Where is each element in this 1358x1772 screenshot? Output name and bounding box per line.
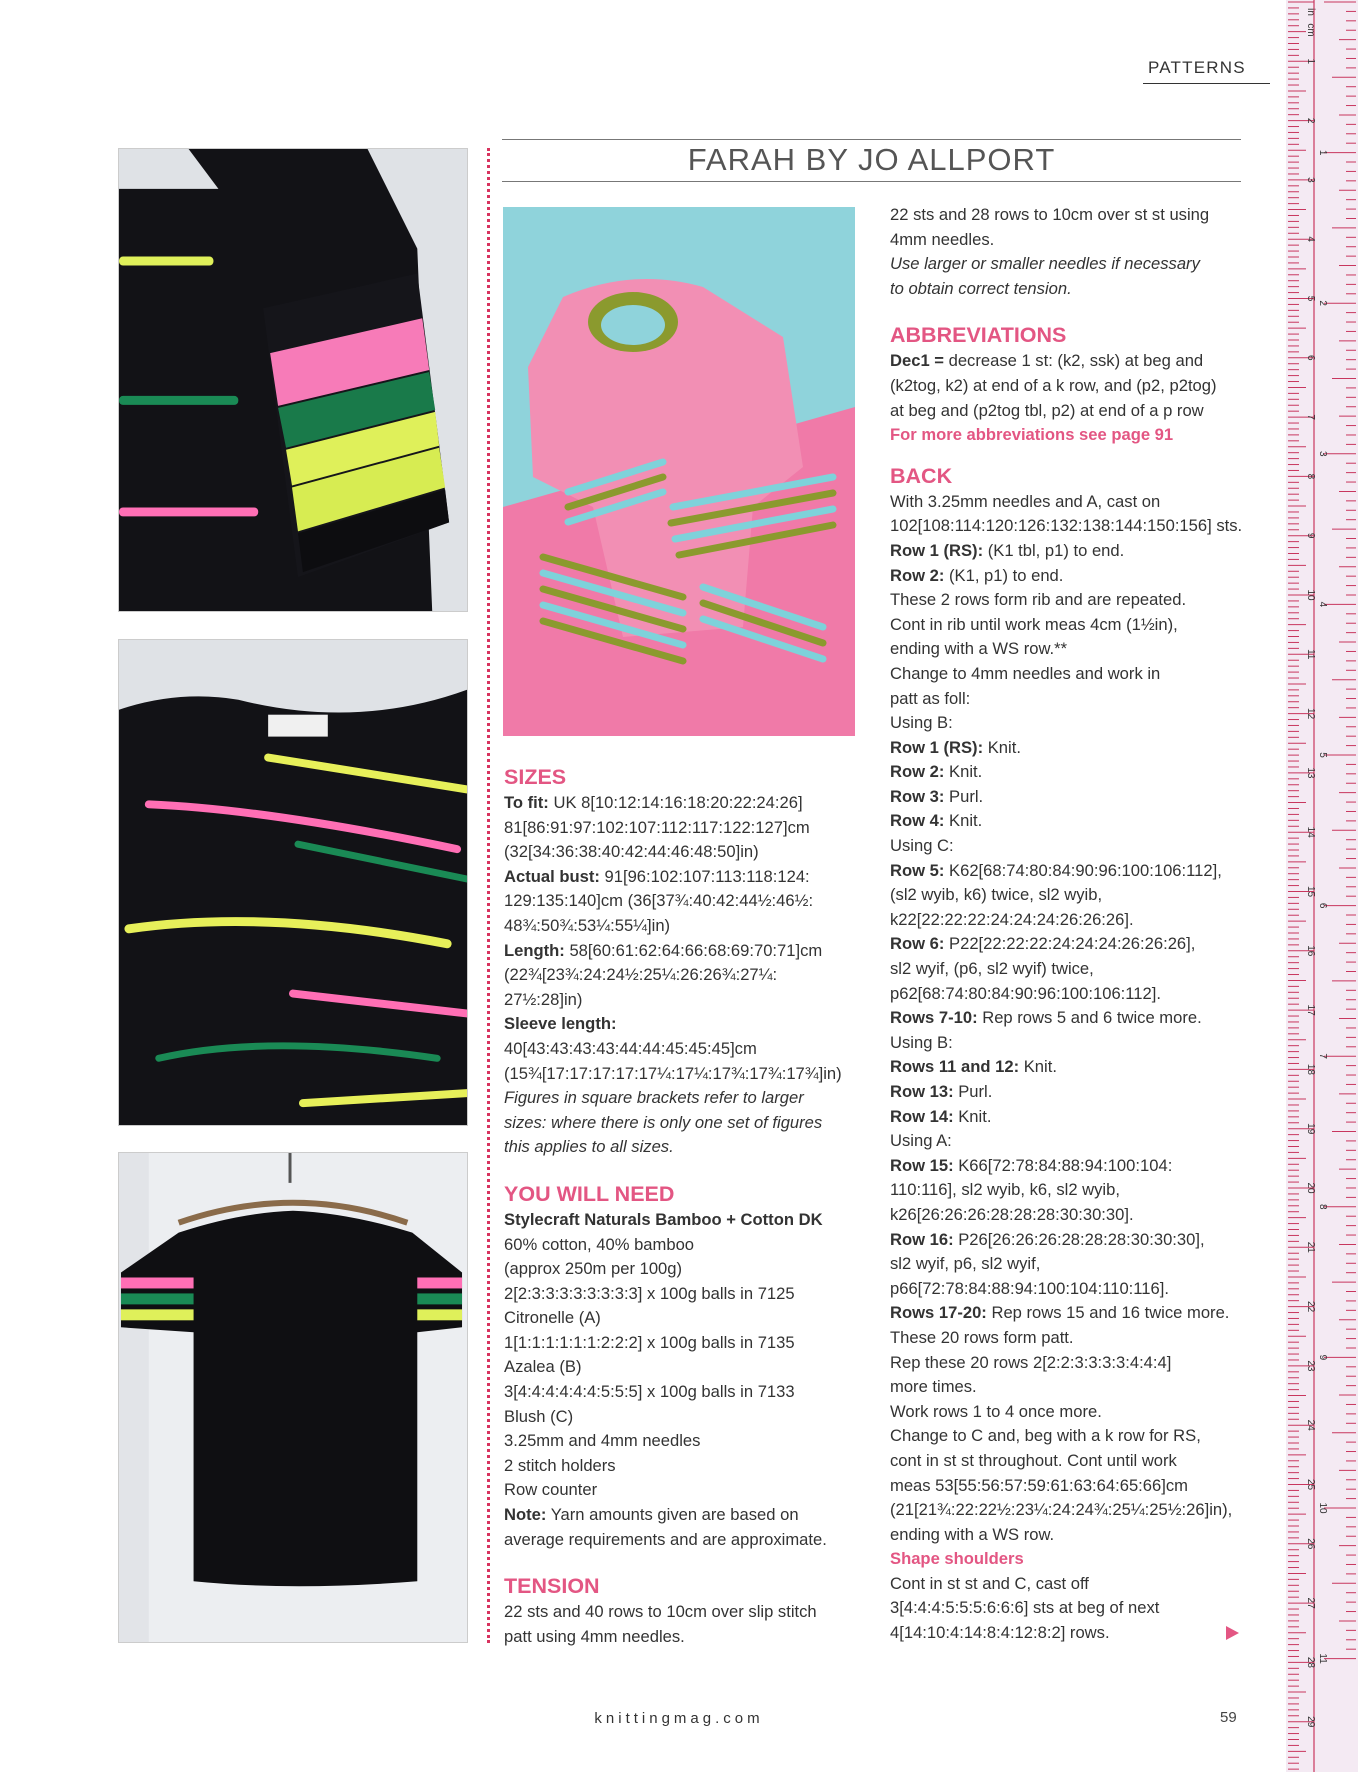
abbreviations-heading: ABBREVIATIONS [890,323,1067,348]
size-line: To fit: UK 8[10:12:14:16:18:20:22:24:26] [504,793,803,812]
need-line: Azalea (B) [504,1357,582,1377]
title-rule-top [502,139,1241,140]
ruler-graphic [1286,0,1358,1772]
tension-line: 22 sts and 28 rows to 10cm over st st using [890,205,1210,224]
ruler-inch-label: 4 [1317,601,1328,608]
need-line: 3[4:4:4:4:4:4:5:5:5] x 100g balls in 7133 [504,1382,795,1402]
back-line: Using C: [890,836,954,856]
size-line: 129:135:140]cm (36[37¾:40:42:44½:46½: [504,891,814,911]
back-line: 110:116], sl2 wyib, k6, sl2 wyib, [890,1180,1120,1200]
ruler-cm-label: 14 [1305,826,1316,838]
ruler-cm-label: 7 [1305,414,1316,420]
left-text-column [504,763,864,1649]
back-line: Row 16: P26[26:26:26:28:28:28:30:30:30], [890,1229,1205,1249]
shape-shoulders-heading: Shape shoulders [890,1549,1024,1569]
ruler-inch-label: 9 [1317,1354,1328,1361]
ruler-cm-label: 3 [1305,177,1316,183]
sizes-heading: SIZES [504,765,567,789]
ruler-cm-label: 5 [1305,295,1316,302]
size-line: 81[86:91:97:102:107:112:117:122:127]cm [504,817,810,837]
ruler-cm-label: 4 [1305,236,1316,242]
back-line: ending with a WS row.** [890,639,1068,659]
back-line: Row 1 (RS): Knit. [890,737,1021,757]
page-number: 59 [1220,1709,1237,1726]
back-line: Rows 7-10: Rep rows 5 and 6 twice more. [890,1008,1202,1028]
pink-jumper-photo [503,207,855,736]
ruler-cm-label: 9 [1305,532,1316,539]
back-line: With 3.25mm needles and A, cast on [890,491,1161,511]
back-line: Row 3: Purl. [890,786,984,806]
yarn-note: average requirements and are approximate. [504,1529,827,1549]
back-line: Rep these 20 rows 2[2:2:3:3:3:3:4:4:4] [890,1352,1172,1372]
ruler-inch-label: 3 [1317,451,1328,457]
ruler-inch-label: 8 [1317,1204,1328,1210]
ruler-inch-label: 10 [1317,1502,1328,1514]
back-line: ending with a WS row. [890,1524,1055,1544]
ruler-cm-label: 8 [1305,473,1316,480]
tension-note: to obtain correct tension. [890,278,1072,298]
section-rule [1143,83,1270,84]
ruler-cm-label: 28 [1305,1656,1316,1668]
ruler-inch-label: 6 [1317,902,1328,909]
back-line: Using B: [890,1032,953,1052]
tension-line: patt using 4mm needles. [504,1626,685,1646]
ruler-cm-label: 1 [1305,58,1316,65]
sleeve-detail-photo [118,148,468,612]
shoulders-line: 3[4:4:4:5:5:5:6:6:6] sts at beg of next [890,1598,1160,1618]
sizes-note: sizes: where there is only one set of figures [504,1112,823,1132]
ruler-inch-label: 2 [1317,300,1328,306]
abbr-line: (k2tog, k2) at end of a k row, and (p2, p2tog) [890,375,1217,395]
ruler-cm-label: 12 [1305,708,1316,720]
ruler-cm-label: 23 [1305,1360,1316,1372]
ruler-cm-label: 17 [1305,1004,1316,1016]
ruler-cm-label: 24 [1305,1419,1316,1431]
pattern-title: FARAH BY JO ALLPORT [687,142,1056,177]
size-line: Length: 58[60:61:62:64:66:68:69:70:71]cm [504,940,823,960]
more-abbreviations-link[interactable]: For more abbreviations see page 91 [890,425,1174,445]
title-rule-bottom [502,181,1241,182]
yarn-name: Stylecraft Naturals Bamboo + Cotton DK [504,1209,823,1229]
back-line: Row 13: Purl. [890,1082,993,1101]
back-line: Row 5: K62[68:74:80:84:90:96:100:106:112], [890,860,1222,880]
back-line: Row 4: Knit. [890,811,983,831]
size-line: (32[34:36:38:40:42:44:46:48:50]in) [504,842,759,862]
ruler-cm-label: 29 [1305,1716,1316,1728]
back-line: Rows 17-20: Rep rows 15 and 16 twice more. [890,1303,1230,1323]
sizes-note: Figures in square brackets refer to larger [504,1088,804,1108]
back-line: Row 1 (RS): (K1 tbl, p1) to end. [890,540,1125,560]
footer-url: knittingmag.com [594,1710,764,1727]
ruler-cm-label: 26 [1305,1538,1316,1550]
tension-heading: TENSION [504,1574,600,1599]
ruler-inch-label: 11 [1317,1653,1328,1664]
ruler-unit-in: in [1305,8,1316,16]
ruler-cm-label: 21 [1305,1241,1316,1253]
ruler-cm-label: 27 [1305,1597,1316,1609]
back-line: (sl2 wyib, k6) twice, sl2 wyib, [890,885,1103,905]
ruler-cm-label: 2 [1305,117,1316,124]
shoulders-line: Cont in st st and C, cast off [890,1573,1089,1593]
need-line: 2[2:3:3:3:3:3:3:3:3] x 100g balls in 7125 [504,1283,795,1303]
ruler-cm-label: 22 [1305,1301,1316,1313]
back-line: sl2 wyif, (p6, sl2 wyif) twice, [890,959,1094,979]
continue-arrow-icon [1226,1626,1239,1640]
back-line: k26[26:26:26:28:28:28:30:30:30]. [890,1204,1134,1224]
back-line: Row 14: Knit. [890,1106,992,1126]
back-line: sl2 wyif, p6, sl2 wyif, [890,1254,1041,1274]
back-line: Using B: [890,713,953,733]
section-label: PATTERNS [1148,58,1246,77]
back-line: cont in st st throughout. Cont until work [890,1450,1177,1470]
ruler-cm-label: 18 [1305,1063,1316,1075]
need-line: 2 stitch holders [504,1455,616,1475]
back-line: Row 2: Knit. [890,762,983,782]
measuring-ruler [1286,0,1358,1772]
back-line: Row 2: (K1, p1) to end. [890,565,1064,585]
ruler-cm-label: 15 [1305,885,1316,898]
tension-note: Use larger or smaller needles if necessary [890,254,1200,274]
size-line: 27½:28]in) [504,989,583,1009]
back-heading: BACK [890,463,953,488]
need-line: (approx 250m per 100g) [504,1259,683,1279]
right-text-column [890,203,1246,1646]
size-line: (15¾[17:17:17:17:17¼:17¼:17¾:17¾:17¾]in) [504,1063,842,1083]
back-line: Cont in rib until work meas 4cm (1½in), [890,614,1178,634]
back-line: Using A: [890,1131,952,1151]
ruler-cm-label: 16 [1305,945,1316,957]
back-line: p66[72:78:84:88:94:100:104:110:116]. [890,1278,1169,1298]
back-line: k22[22:22:22:24:24:24:26:26:26]. [890,909,1134,929]
back-line: 102[108:114:120:126:132:138:144:150:156] sts. [890,516,1243,536]
back-line: (21[21¾:22:22½:23¼:24:24¾:25¼:25½:26]in), [890,1500,1233,1520]
back-line: These 2 rows form rib and are repeated. [890,590,1187,610]
need-line: 1[1:1:1:1:1:1:2:2:2] x 100g balls in 7135 [504,1332,795,1352]
size-line: Sleeve length: [504,1014,617,1034]
yarn-note: Note: Yarn amounts given are based on [504,1505,799,1525]
front-stripes-photo [118,639,468,1126]
need-line: 60% cotton, 40% bamboo [504,1234,695,1254]
need-line: Blush (C) [504,1406,574,1426]
back-line: meas 53[55:56:57:59:61:63:64:65:66]cm [890,1475,1188,1495]
ruler-inch-label: 1 [1317,149,1328,156]
need-line: Citronelle (A) [504,1308,601,1328]
tension-line: 4mm needles. [890,229,995,249]
ruler-unit-cm: cm [1305,23,1316,37]
back-line: These 20 rows form patt. [890,1327,1074,1347]
size-line: (22¾[23¾:24:24½:25¼:26:26¾:27¼: [504,965,778,985]
abbr-line: at beg and (p2tog tbl, p2) at end of a p row [890,400,1204,420]
back-line: Change to 4mm needles and work in [890,663,1161,683]
ruler-cm-label: 10 [1305,589,1316,601]
ruler-cm-label: 6 [1305,355,1316,361]
sizes-note: this applies to all sizes. [504,1137,674,1157]
back-line: Row 15: K66[72:78:84:88:94:100:104: [890,1155,1173,1175]
you-will-need-heading: YOU WILL NEED [504,1181,675,1206]
ruler-cm-label: 11 [1305,649,1316,660]
back-line: patt as foll: [890,688,971,708]
back-line: Rows 11 and 12: Knit. [890,1057,1057,1077]
ruler-inch-label: 7 [1317,1053,1328,1059]
back-line: Row 6: P22[22:22:22:24:24:24:26:26:26], [890,934,1196,954]
size-line: Actual bust: 91[96:102:107:113:118:124: [504,866,810,886]
back-line: Change to C and, beg with a k row for RS, [890,1426,1201,1446]
back-line: p62[68:74:80:84:90:96:100:106:112]. [890,983,1161,1003]
need-line: 3.25mm and 4mm needles [504,1431,701,1451]
ruler-cm-label: 20 [1305,1182,1316,1194]
shoulders-line: 4[14:10:4:14:8:4:12:8:2] rows. [890,1623,1110,1643]
need-line: Row counter [504,1480,598,1500]
jumper-on-hanger-photo [118,1152,468,1643]
abbr-line: Dec1 = decrease 1 st: (k2, ssk) at beg and [890,351,1204,371]
back-line: Work rows 1 to 4 once more. [890,1401,1102,1421]
dotted-column-divider [487,148,490,1643]
size-line: 48¾:50¾:53¼:55¼]in) [504,915,671,935]
size-line: 40[43:43:43:43:44:44:45:45:45]cm [504,1038,757,1058]
ruler-cm-label: 19 [1305,1123,1316,1135]
tension-line: 22 sts and 40 rows to 10cm over slip stitch [504,1602,817,1622]
back-line: more times. [890,1377,977,1397]
ruler-cm-label: 25 [1305,1478,1316,1491]
ruler-cm-label: 13 [1305,767,1316,779]
back-instructions [890,490,1246,1548]
ruler-inch-label: 5 [1317,752,1328,758]
